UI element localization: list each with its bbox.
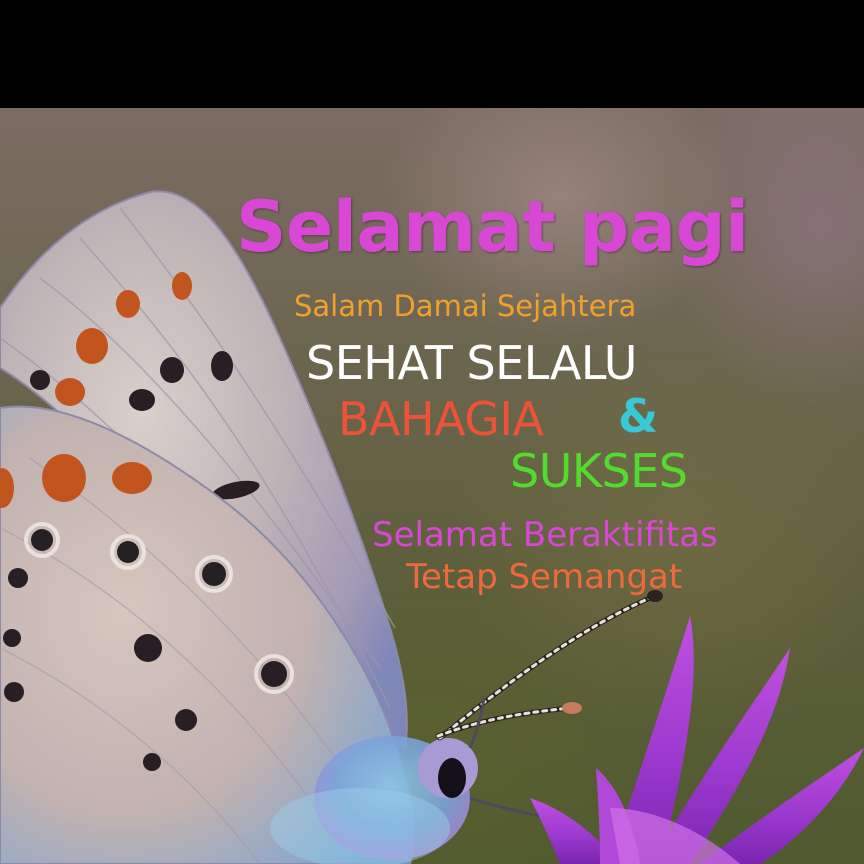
health-wish: SEHAT SELALU (306, 336, 637, 390)
greeting-title: Selamat pagi (236, 186, 749, 268)
butterfly-photo (0, 108, 864, 864)
spirit-wish: Tetap Semangat (406, 557, 683, 597)
activity-wish: Selamat Beraktifitas (372, 515, 718, 555)
butterfly-antennae (438, 590, 663, 738)
black-letterbox-bar (0, 0, 864, 108)
purple-flower (530, 616, 864, 864)
butterfly-eye (438, 758, 466, 798)
ampersand: & (618, 389, 659, 443)
peace-greeting: Salam Damai Sejahtera (294, 289, 637, 323)
happiness-wish: BAHAGIA (338, 392, 544, 446)
success-wish: SUKSES (510, 444, 688, 498)
